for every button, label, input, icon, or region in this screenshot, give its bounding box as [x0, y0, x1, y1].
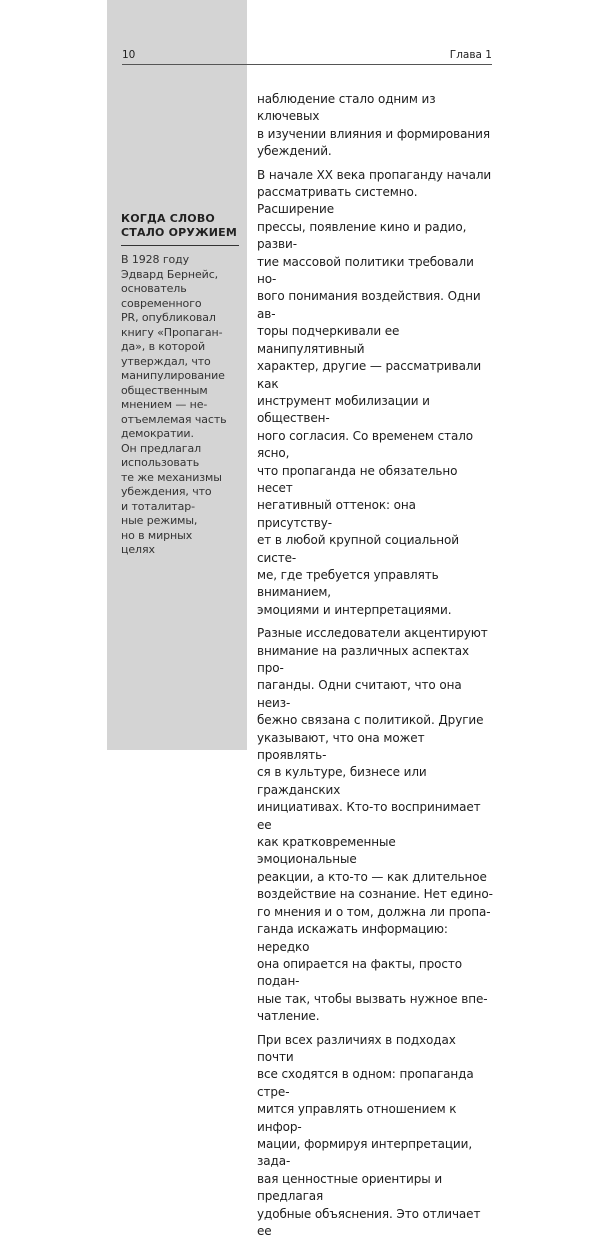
chapter-title: Глава 1 [449, 49, 492, 61]
sidebar-text: В 1928 году Эдвард Бернейс, основатель современного PR, опубликовал книгу «Пропаган- да», в которой утверждал, что манипулирование общественным мнением — не- отъемлемая часть демократии. Он предлагал использовать те же механизмы убеждения, что и тоталитар- ные режимы, но в мирных целях [121, 253, 227, 556]
sidebar-title: КОГДА СЛОВО СТАЛО ОРУЖИЕМ [121, 212, 239, 246]
page-number: 10 [122, 49, 136, 61]
paragraph: Разные исследователи акцентируют внимание на различных аспектах про- паганды. Одни считают, что она неиз- бежно связана с политикой. Другие указывают, что она может проявлять- ся в культуре, бизнесе или гражданских инициативах. Кто-то воспринимает ее как кратковременные эмоциональные реакции, а кто-то — как длительное воздействие на сознание. Нет едино- го мнения и о том, должна ли пропа- ганда искажать информацию: нередко она опирается на факты, просто подан- ные так, чтобы вызвать нужное впе- чатление. [257, 626, 493, 1024]
main-text-column [257, 91, 493, 1246]
header-rule [122, 64, 492, 65]
running-header [122, 49, 492, 63]
paragraph: наблюдение стало одним из ключевых в изучении влияния и формирования убеждений. [257, 92, 490, 159]
paragraph: При всех различиях в подходах почти все сходятся в одном: пропаганда стре- мится управлять отношением к инфор- мации, формируя интерпретации, зада- вая ценностные ориентиры и предлагая удобные объяснения. Это отличает ее [257, 1032, 481, 1238]
paragraph: В начале XX века пропаганду начали рассматривать системно. Расширение прессы, появление кино и радио, разви- тие массовой политики требовали но- вого понимания воздействия. Одни ав- торы подчеркивали ее манипулятивный характер, другие — рассматривали как инструмент мобилизации и обществен- ного согласия. Со временем стало ясно, что пропаганда не обязательно несет негативный оттенок: она присутству- ет в любой крупной социальной систе- ме, где требуется управлять вниманием, эмоциями и интерпретациями. [257, 167, 492, 617]
sidebar-box [121, 212, 239, 558]
